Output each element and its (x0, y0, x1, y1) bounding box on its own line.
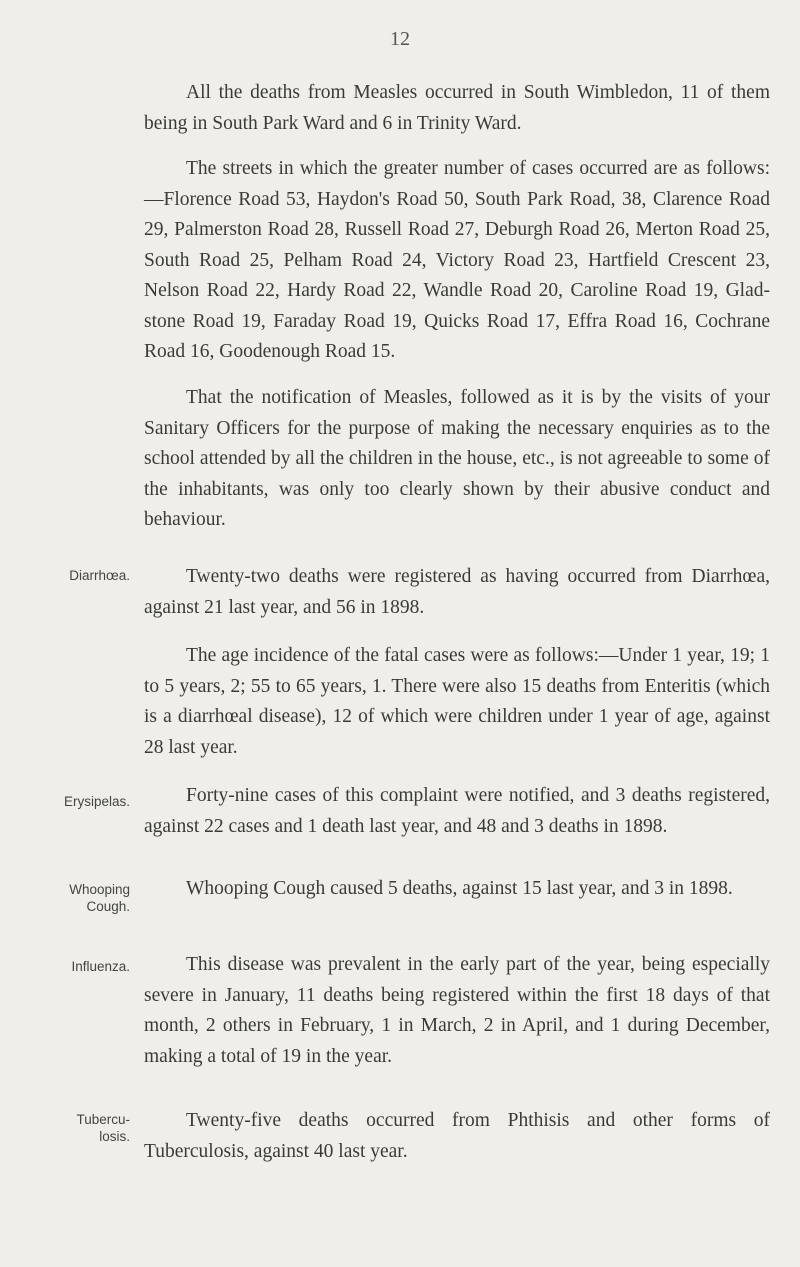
margin-note-diarrhoea: Diarrhœa. (69, 568, 130, 583)
whooping-cough-paragraph: Whooping Cough caused 5 deaths, against 15 last year, and 3 in 1898. (186, 878, 733, 899)
margin-note-whooping-line1: Whooping (69, 882, 130, 897)
age-incidence-paragraph: The age incidence of the fatal cases were as follows:—Under 1 year, 19; 1 to 5 years, 2; 55 to 65 years, 1. There were also 15 deaths from Enteritis (which is a diarrhœal disease), 12 of which were children under 1 year of age, against 28 last year. (144, 645, 770, 758)
margin-note-tuberculosis (22, 1111, 130, 1145)
page-number: 12 (390, 28, 410, 50)
margin-note-tuberculosis-line2: losis. (99, 1129, 130, 1144)
margin-note-whooping-line2: Cough. (86, 899, 130, 914)
margin-note-tuberculosis-line1: Tubercu- (76, 1112, 130, 1127)
margin-note-influenza: Influenza. (71, 959, 130, 974)
diarrhoea-paragraph: Twenty-two deaths were registered as having occurred from Diarrhœa, against 21 last year, and 56 in 1898. (144, 566, 770, 618)
margin-note-whooping-cough (22, 881, 130, 915)
streets-paragraph: The streets in which the greater number of cases occurred are as follows:—Florence Road 53, Haydon's Road 50, South Park Road, 38, Clarence Road 29, Palmerston Road 28, Russell Road 27, Deburgh Road 26, Merton Road 25, South Road 25, Pelham Road 24, Victory Road 23, Hartfield Crescent 23, Nelson Road 22, Hardy Road 22, Wandle Road 20, Caroline Road 19, Glad- stone Road 19, Faraday Road 19, Quicks Road 17, Effra Road 16, Cochrane Road 16, Goodenough Road 15. (144, 158, 770, 362)
influenza-paragraph: This disease was prevalent in the early part of the year, being especially severe in January, 11 deaths being registered within the first 18 days of that month, 2 others in February, 1 in March, 2 in April, and 1 during December, making a total of 19 in the year. (144, 954, 770, 1067)
margin-note-erysipelas: Erysipelas. (63, 794, 130, 809)
erysipelas-paragraph: Forty-nine cases of this complaint were notified, and 3 deaths registered, against 22 cases and 1 death last year, and 48 and 3 deaths in 1898. (144, 785, 770, 837)
tuberculosis-paragraph: Twenty-five deaths occurred from Phthisis and other forms of Tuberculosis, against 40 last year. (144, 1110, 770, 1162)
notification-paragraph: That the notification of Measles, followed as it is by the visits of your Sanitary Officers for the purpose of making the necessary enquiries as to the school attended by all the children in the house, etc., is not agreeable to some of the inhabitants, was only too clearly shown by their abusive conduct and behaviour. (144, 387, 770, 530)
measles-deaths-paragraph: All the deaths from Measles occurred in South Wimbledon, 11 of them being in South Park Ward and 6 in Trinity Ward. (144, 82, 770, 134)
